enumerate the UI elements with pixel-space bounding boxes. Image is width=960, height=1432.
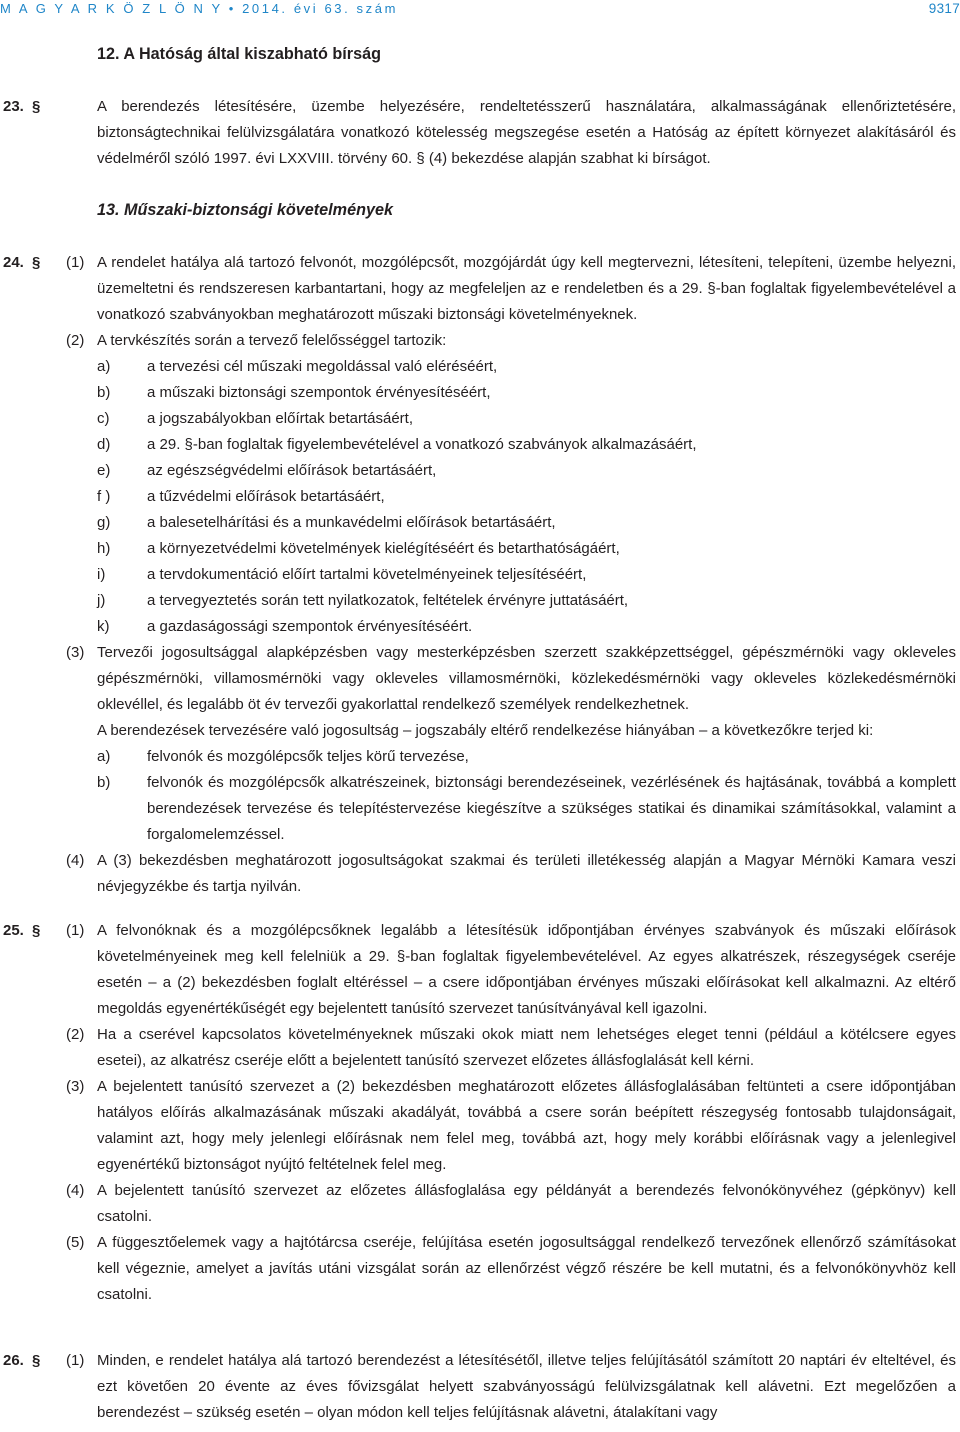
item-key: b) — [97, 774, 111, 791]
list-item — [0, 770, 960, 848]
paragraph-text: A függesztőelemek vagy a hajtótárcsa cseréje, felújítása esetén jogosultsággal rendelkező tervezőnek ellenőrző számításokat kell végeznie, amelyet a javítás utáni vizsgálat során az ellenőrzést végző részére be kell mutatni, és a felvonókönyvhöz kell csatolni. — [97, 1234, 956, 1303]
paragraph-number: (4) — [66, 1182, 85, 1199]
item-key: j) — [97, 592, 106, 609]
paragraph-number: (2) — [66, 332, 85, 349]
list-item — [0, 536, 960, 562]
section-number: 26. — [3, 1352, 24, 1369]
item-key: a) — [97, 358, 111, 375]
page-number: 9317 — [928, 1, 960, 16]
paragraph-number: (3) — [66, 644, 85, 661]
section-number: 24. — [3, 254, 24, 271]
paragraph-text: Minden, e rendelet hatálya alá tartozó berendezést a létesítésétől, illetve teljes felújításától számított 20 naptári év elteltével, és ezt követően 20 évente az éves fővizsgálat helyett szabványosságú felülvizsgálatnak kell alávetni. Ezt megelőzően a berendezést – szükség esetén – olyan módon kell teljes felújításnak alávetni, átalakítani vagy — [97, 1352, 956, 1421]
heading-13: 13. Műszaki-biztonsági követelmények — [97, 201, 393, 219]
page-header — [0, 0, 960, 22]
paragraph-text: A tervkészítés során a tervező felelősséggel tartozik: — [97, 332, 447, 349]
item-text: a 29. §-ban foglaltak figyelembevételével a vonatkozó szabványok alkalmazásáért, — [147, 436, 697, 453]
item-text: a tervdokumentáció előírt tartalmi követelményeinek teljesítéséért, — [147, 566, 587, 583]
paragraph-3 — [0, 1074, 960, 1178]
list-item — [0, 406, 960, 432]
paragraph-4 — [0, 848, 960, 900]
item-text: a balesetelhárítási és a munkavédelmi előírások betartásáért, — [147, 514, 556, 531]
item-key: c) — [97, 410, 110, 427]
paragraph-2 — [0, 328, 960, 354]
paragraph-number: (1) — [66, 1352, 85, 1369]
section-sign: § — [32, 922, 41, 939]
paragraph-text-continued: A berendezések tervezésére való jogosultság – jogszabály eltérő rendelkezése hiányában – a következőkre terjed ki: — [97, 722, 874, 739]
item-text: a műszaki biztonsági szempontok érvényesítéséért, — [147, 384, 491, 401]
paragraph-text: Ha a cserével kapcsolatos követelményeknek műszaki okok miatt nem lehetséges eleget tenni (például a kötélcsere egyes esetei), az alkatrész cseréje előtt a bejelentett tanúsító szervezet előzetes állásfoglalását kell kérni. — [97, 1026, 956, 1069]
item-text: az egészségvédelmi előírások betartásáért, — [147, 462, 437, 479]
section-26 — [0, 1348, 960, 1426]
section-number: 23. — [3, 98, 24, 115]
item-text: a tervegyeztetés során tett nyilatkozatok, feltételek érvényre juttatásáért, — [147, 592, 629, 609]
item-text: a tervezési cél műszaki megoldással való eléréséért, — [147, 358, 498, 375]
paragraph-4 — [0, 1178, 960, 1230]
paragraph-number: (2) — [66, 1026, 85, 1043]
item-key: d) — [97, 436, 111, 453]
paragraph-text: A bejelentett tanúsító szervezet a (2) bekezdésben meghatározott előzetes állásfoglalásában feltünteti a csere időpontjában hatályos előírás alkalmazásának műszaki akadályát, továbbá a csere során beépített részegység fontosabb tulajdonságait, valamint azt, hogy mely jelenlegi előírásnak nem felel meg, továbbá azt, hogy mely korábbi előírásnak vagy a jelenlegivel egyenértékű biztonságot nyújtó feltételnek felel meg. — [97, 1078, 956, 1173]
paragraph-number: (5) — [66, 1234, 85, 1251]
list-item — [0, 380, 960, 406]
item-key: h) — [97, 540, 111, 557]
item-key: e) — [97, 462, 111, 479]
paragraph-text: A (3) bekezdésben meghatározott jogosultságokat szakmai és területi illetékesség alapján a Magyar Mérnöki Kamara veszi névjegyzékbe és tartja nyilván. — [97, 852, 956, 895]
item-key: i) — [97, 566, 106, 583]
item-key: k) — [97, 618, 110, 635]
paragraph-number: (4) — [66, 852, 85, 869]
paragraph-1 — [0, 1348, 960, 1426]
list-item — [0, 458, 960, 484]
list-item — [0, 354, 960, 380]
item-key: b) — [97, 384, 111, 401]
paragraph-text: A bejelentett tanúsító szervezet az előzetes állásfoglalása egy példányát a berendezés felvonókönyvéhez (gépkönyv) kell csatolni. — [97, 1182, 956, 1225]
section-number: 25. — [3, 922, 24, 939]
item-text: felvonók és mozgólépcsők teljes körű tervezése, — [147, 748, 469, 765]
list-item — [0, 744, 960, 770]
list-item — [0, 562, 960, 588]
list-item — [0, 510, 960, 536]
section-23 — [0, 94, 960, 172]
paragraph-number: (1) — [66, 254, 85, 271]
section-sign: § — [32, 98, 41, 115]
item-text: a környezetvédelmi követelmények kielégítéséért és betarthatóságáért, — [147, 540, 620, 557]
heading-12: 12. A Hatóság által kiszabható bírság — [97, 45, 381, 63]
list-item — [0, 432, 960, 458]
item-key: g) — [97, 514, 111, 531]
item-key: a) — [97, 748, 111, 765]
item-text: felvonók és mozgólépcsők alkatrészeinek, biztonsági berendezéseinek, vezérlésének és hajtásának, továbbá a komplett berendezések tervezése és telepítéstervezése kiegészítve a szükséges statikai és dinamikai számításokkal, valamint a forgalomelemzéssel. — [147, 774, 956, 843]
paragraph-3 — [0, 640, 960, 744]
paragraph-text: Tervezői jogosultsággal alapképzésben vagy mesterképzésben szerzett szakképzettséggel, gépészmérnöki vagy okleveles gépészmérnöki, villamosmérnöki vagy okleveles villamosmérnöki, közlekedésmérnöki vagy okleveles közlekedésmérnöki oklevéllel, és legalább öt év tervezői gyakorlattal rendelkező személyek rendelkezhetnek. — [97, 644, 956, 713]
list-item — [0, 614, 960, 640]
item-text: a gazdaságossági szempontok érvényesítéséért. — [147, 618, 473, 635]
list-item — [0, 588, 960, 614]
item-text: a jogszabályokban előírtak betartásáért, — [147, 410, 413, 427]
paragraph-1 — [0, 918, 960, 1022]
paragraph-1 — [0, 250, 960, 328]
paragraph-2 — [0, 1022, 960, 1074]
paragraph-5 — [0, 1230, 960, 1308]
paragraph-number: (1) — [66, 922, 85, 939]
section-sign: § — [32, 1352, 41, 1369]
paragraph-text: A felvonóknak és a mozgólépcsőknek legalább a létesítésük időpontjában érvényes szabványok és műszaki előírások követelményeinek meg kell felelniük a 29. §-ban foglaltak figyelembevételével. Az egyes alkatrészek, részegységek cseréje esetén – a (2) bekezdésben foglalt eltéréssel – a csere időpontjában érvényes műszaki előírásokat kell alkalmazni. Az eltérő megoldás egyenértékűségét egy bejelentett tanúsító szervezet tanúsítványával kell igazolni. — [97, 922, 956, 1017]
list-item — [0, 484, 960, 510]
item-text: a tűzvédelmi előírások betartásáért, — [147, 488, 385, 505]
journal-title: M A G Y A R K Ö Z L Ö N Y • 2014. évi 63. szám — [0, 1, 399, 16]
section-text: A berendezés létesítésére, üzembe helyezésére, rendeltetésszerű használatára, alkalmasságának ellenőriztetésére, biztonságtechnikai felülvizsgálatára vonatkozó kötelesség megszegése esetén a Hatóság az épített környezet alakításáról és védelméről szóló 1997. évi LXXVIII. törvény 60. § (4) bekezdése alapján szabhat ki bírságot. — [97, 98, 956, 167]
item-key: f ) — [97, 488, 111, 505]
section-25 — [0, 918, 960, 1308]
paragraph-number: (3) — [66, 1078, 85, 1095]
paragraph-text: A rendelet hatálya alá tartozó felvonót, mozgólépcsőt, mozgójárdát úgy kell megtervezni, létesíteni, telepíteni, üzembe helyezni, üzemeltetni és rendszeresen karbantartani, hogy az megfeleljen az e rendeletben és a 29. §-ban foglaltak figyelembevételével a vonatkozó szabványokban meghatározott műszaki biztonsági követelményeknek. — [97, 254, 956, 323]
section-24 — [0, 250, 960, 900]
section-sign: § — [32, 254, 41, 271]
